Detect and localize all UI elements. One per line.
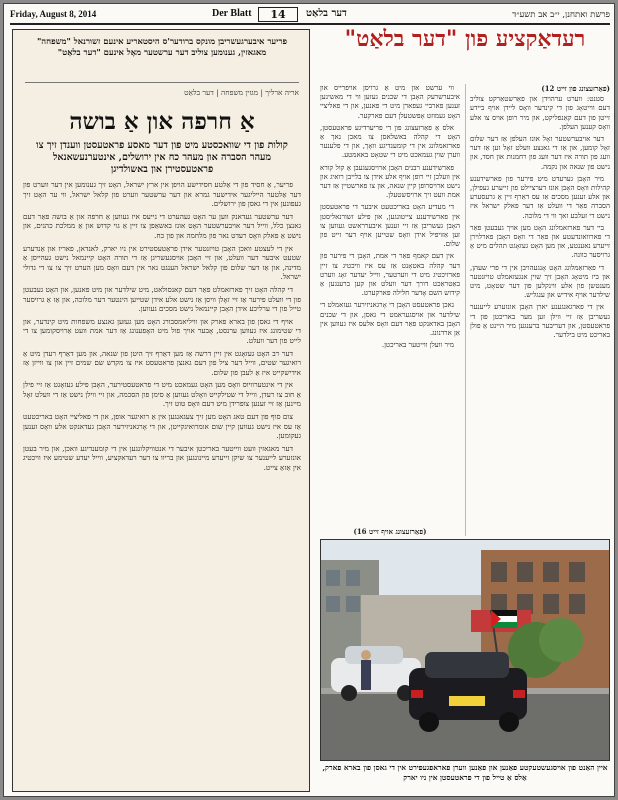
masthead-yiddish: דער בלאַט: [306, 8, 347, 19]
paragraph: צום סוף פון דעם טאג האָט מען זיך צעגאנגען אין אַ רואיגער אופן, און די פאליציי האָט באריכטעט אַז עס איז נישט געווען קיין שום אומרואיגקייטן, און די אָרגאניזירער האָבן געדאנקט אלע וואָס זענען געקומען.: [23, 412, 301, 441]
newspaper-page: [3, 3, 615, 797]
header-date: Friday, August 8, 2014: [10, 9, 97, 19]
article-intro: פריער איבערגעשריבן מונקס ברודער'ס היסטאריע אינעם זשורנאל "משפחה" מאגאזין, גענומען צוליב דער ערשטער מאָל אינעם "דער בלאַט": [36, 36, 288, 57]
article-byline: אריה ארליך | מגזין משפחה | דער בלאַט: [184, 88, 299, 97]
photo-caption: איין האַנט פון אויסגעשטעקטע פאַנען און פאַנען ווערן פאראפגעפירט אין די גאסן פון בארא פארק, אַלס אַ טייל פון די פראטעסטן אין ניו יארק: [322, 763, 608, 782]
paragraph: פריער, אַ חסיד פון די אַלטע חסידישע הויפן אין ארץ ישראל, האָט זיך גענומען אין דער ווערט פון דער אַלטער הייליגער אידישער גמרא און דער ערשטער ווערט פון קלאל ישראל, ווי ער האָט זיך געפונען אין די גאסן פון ירושלים.: [23, 180, 301, 209]
street-protest-photo: [320, 539, 610, 761]
right-article-title: רעדאַקציע פון "דער בלאַט": [344, 26, 586, 52]
paragraph: ביי דער פארזאמלונג האָט מען אויך געבעטן פאַר די פארוואונדעטע און פאַר די וואָס האָבן פארלוירן זייערע נאענטע, און מען האָט געזאָגט תהלים מיט אַ גרויסער כוונה.: [470, 223, 610, 260]
article-headline: אַ חרפה און אַ בושה: [69, 108, 255, 135]
paragraph: אין די לעצטע וואכן האָבן טויזנטער אידן פראַטעסטירט אין ניו יארק, לאנדאן, פאריז און אַנדערע שטעט איבער דער וועלט, און זיי האָבן אויסגעשריגן אַז די תורה האָט קיינמאל נישט געהייסן אַ מדינה, און אַז דער שלום פון קלאל ישראל הענגט נאר אין דעם וואָס מען הערט זיך צו צו די גדולי ישראל.: [23, 243, 301, 282]
masthead-english: Der Blatt: [212, 8, 252, 19]
photo-pedestrian: [361, 660, 371, 690]
left-article-body: [23, 180, 301, 786]
page-header: [10, 8, 610, 22]
continuation-note: (פאַרזעצונג פון זייט 12): [541, 84, 610, 93]
continued-on-note: (פאַרזעצונג אויף זייט 16): [320, 527, 460, 536]
paragraph: אין די פארגאנגענע יארן האָבן אונזערע לייענער געשריבן אַז זיי ווילן זען מער באריכטן פון די פראטעסטן, און דעריבער ברענגען מיר היינט אַ פולן באריכט מיט בילדער.: [470, 303, 610, 340]
paragraph: פארשידענע רבנים האָבן ארויסגעגעבן אַ קול קורא אין וועלכן זיי רופן אויף אלע אידן צו בלייבן רואיג און נישט ארויסרופן קיין שנאה, און צו פארשטיין אַז דער אמת וועט זיך ארויסשטעלן.: [320, 163, 460, 200]
paragraph: נאכן פראטעסט האָבן די אָרגאניזירער געזאמלט די שילדער און אויסגעראמט די גאסן, און די שכנים האָבן באדאנקט פאַר דעם וואָס אלעס איז געווען אין אַן ארדנונג.: [320, 301, 460, 338]
page-number-box: 14: [258, 7, 298, 22]
paragraph: אין דעם קאמף פאַר די אמת, האָבן די פירער פון דער קהלה באטאָנט אַז עס איז וויכטיג צו זיין פארזיכטיג מיט די ווערטער, ווייל יעדער זאָג ווערט באַטראַכט דורך דער וועלט און קען ברענגען אַ קידוש השם אָדער חלילה פארקערט.: [320, 252, 460, 298]
paragraph: אויף די גאסן פון בארא פארק און וויליאמסבורג האָט מען געזען גאנצע משפחות מיט קינדער, און די שטימונג איז געווען ערנסט, אָבער אויך פול מיט האָפענונג אַז דער אמת וועט אַרויסקומען צו די לייט פון דער וועלט.: [23, 316, 301, 345]
paragraph: די קהלה האָט זיך פארזאמלט פאַר דעם קאנסולאט, מיט שילדער און מיט פאנען, און האָט געבעטן פון די וועלט פירער אַז זיי זאָלן וויסן אַז נישט אלע אידן שטייען הינטער דער מלוכה, און אַז אַ גרויסער טייל פון די ערליכע אידן האָבן קיינמאל נישט מסכים געווען.: [23, 284, 301, 314]
photo-illustration: [321, 540, 610, 761]
right-article-columns: [320, 84, 610, 536]
right-column: [470, 84, 610, 536]
paragraph: דער רב האָט געזאָגט אין זיין דרשה אַז מען דאַרף זיך היטן פון שנאה, און מען דאַרף רעדן מיט אַ רואיגער שטים, ווייל דער ציל פון דעם גאנצן פראטעסט איז צו מקדש שם שמים זיין און צו ווייזן אַז אידישקייט איז אַ לעבן פון שלום.: [23, 348, 301, 377]
intro-divider: [25, 82, 299, 83]
article-subhead: קולות פון די שוואכסטע מיט פון דער מאסע פראטעסטן ווענדן זיך צו מעהר הסברה און מעהר כח אין ירושלים, אינטערנעשאנאל פראטעסטירן און באשולדיגן: [36, 140, 288, 175]
paragraph: מיר וועלן ווייטער באריכטן.: [381, 341, 454, 350]
header-parsha: פרשת ואתחנן, י״ב אב תשע״ד: [512, 10, 610, 20]
paragraph: מיר האָבן גערעדט מיט פירער פון פארשידענע קהילות וואָס האָבן אונז דערציילט פון זייערע געפילן, און אלע זענען מסכים אַז עס דאַרף זיין אַ גרעסערע הסברה פאַר די וועלט אַז דער פאלק ישראל איז נישט די זעלבע זאך ווי די מלוכה.: [470, 174, 610, 220]
column-divider: [465, 84, 466, 536]
paragraph: אין די אינטערוויוס וואָס מען האָט געמאכט מיט די פראטעסטירער, האָבן פילע געזאָגט אַז זיי פילן אַ חוב צו רעדן, ווייל די שטילקייט וואָלט געווען אַ סימן פון הסכמה, און זיי ווילן נישט אַז די וועלט זאָל מיינען אַז זיי זענען צופרידן מיט דעם וואָס טוט זיך.: [23, 380, 301, 409]
paragraph: די מעדיע האָט באריכטעט איבער די פראטעסטן אין פארשידענע צייטונגען, און פילע זשורנאליסטן האָבן געשריבן אַז זיי זענען איבערראשט געווען צו זען אַזויפיל אידן וואָס שטייען אויף דער זייט פון שלום.: [320, 203, 460, 249]
paragraph: דער מאגאזין וועט ווייטער באריכטן איבער די אנטוויקלונגען אין די קומענדיגע וואכן, און מיר בעטן אונזערע לייענער צו שיקן זייערע מיינונגען און בריוו צו דער רעדאקציע, ווייל יעדע שטימע איז וויכטיג אין אַזאַ צייט.: [23, 443, 301, 473]
paragraph: דער ערשטער געדאנק ווען ער האָט געהערט די נייעס איז געווען אַ חרפה און אַ בושה פאַר דעם גאנצן כלל, ווייל דער אויבערשטער האָט אונז באשאַפן צו זיין אַ גוי קדוש און אַ ממלכת כהנים, און נישט אַ פאלק וואָס רעדט נאר פון מלחמה און פון כח.: [23, 211, 301, 240]
paragraph: ווי ערשט און מיט אַ גרויסן אויפרייס און איבערשרעק האָבן די שכנים געזען ווי די מאשינען זענען פארביי געפארן מיט די פאנען, און די פאליציי האָט געמוזט אָפשטעלן דעם פארקער.: [320, 84, 460, 120]
left-column: [320, 84, 460, 536]
paragraph: סטנט: ווערט ערהוידן און פאַרשטאַרקט צוליב דעם ווייטאָג פון די קינדער וואָס ליידן אויף ביידע זייטן פון דעם קאַנפליקט, און מיר רופן אויס צו אלע וואָס קענען העלפן.: [470, 95, 610, 131]
left-article-box: [12, 29, 310, 792]
paragraph: די פאַרזאַמלונג האָט אָנגעהויבן אין די פרי שעהן, און ביז מיטאָג האָבן זיך שוין אנגעזאמלט טויזנטער מענטשן פון אלע ווינקלען פון דער שטאָט, מיט שילדער אויף אידיש און ענגליש.: [470, 263, 610, 300]
paragraph: דער אויבערשטער זאָל אונז העלפן אַז דער שלום זאָל קומען, און אַז די גאנצע וועלט זאָל זען אַז דער וועג פון תורה איז דער וועג פון רחמנות און חסד, און נישט פון שנאה און נקמה.: [470, 135, 610, 171]
paragraph: אלס אַ פאַרזעצונג פון די פריערדיגע פראטעסטן, האָט די קהלה באשלאסן צו מאכן נאך אַ פארזאמלונג אין די קומענדיגע וואָך, און די פלענער ווערן שוין געמאכט מיט די שטאָט באאמטע.: [320, 123, 460, 160]
header-rule: [10, 23, 610, 25]
photo-flag: [491, 610, 517, 628]
